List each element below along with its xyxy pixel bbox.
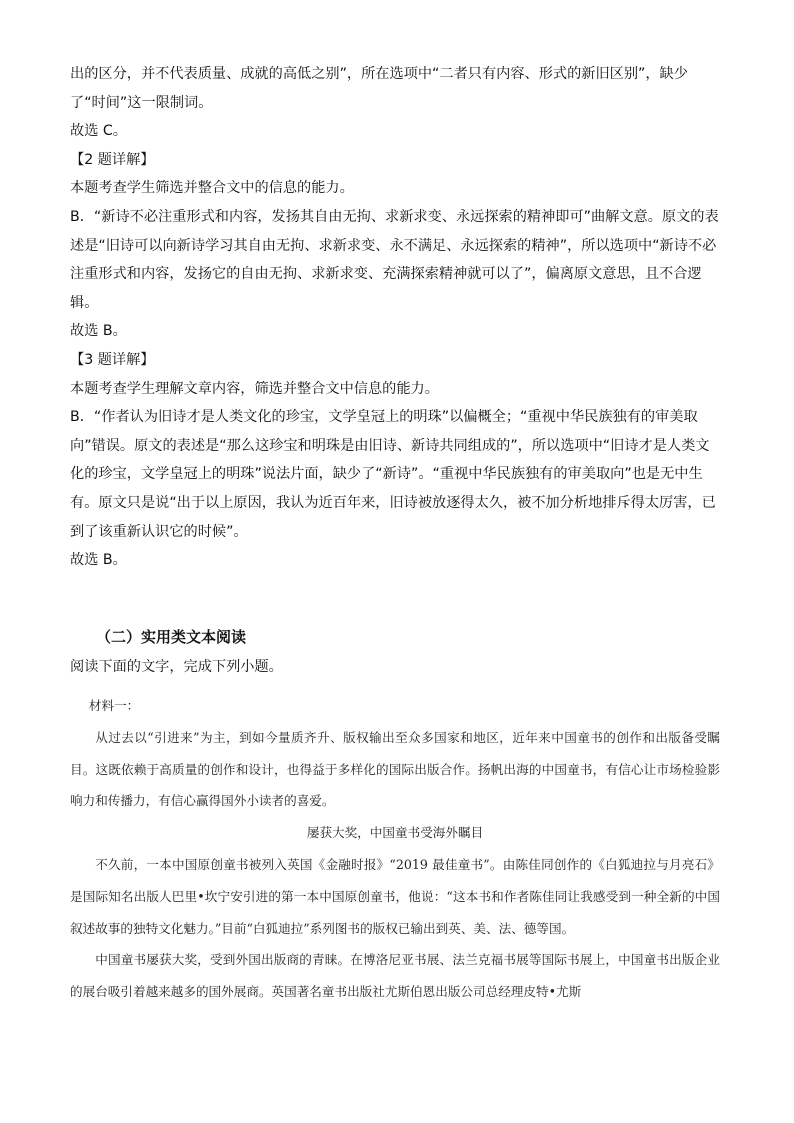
question-heading: 【2 题详解】 (70, 151, 155, 168)
material-paragraph: 中国童书屡获大奖，受到外国出版商的青睐。在博洛尼亚书展、法兰克福书展等国际书展上，中国童书出版企业的展台吸引着越来越多的国外展商。英国著名童书出版社尤斯伯恩出版公司总经理皮特•尤斯 (70, 952, 720, 1000)
section-heading: （二）实用类文本阅读 (96, 628, 247, 646)
question-heading: 【3 题详解】 (70, 351, 155, 368)
material-paragraph: 从过去以“引进来”为主，到如今量质齐升、版权输出至众多国家和地区，近年来中国童书的创作和出版备受瞩目。这既依赖于高质量的创作和设计，也得益于多样化的国际出版合作。扬帆出海的中国童书，有信心让市场检验影响力和传播力，有信心赢得国外小读者的喜爱。 (70, 729, 720, 809)
answer-paragraph: 本题考查学生理解文章内容，筛选并整合文中信息的能力。 (70, 380, 439, 397)
material-text (70, 690, 720, 1008)
answer-paragraph: 本题考查学生筛选并整合文中的信息的能力。 (70, 180, 354, 197)
material-paragraph: 不久前，一本中国原创童书被列入英国《金融时报》“2019 最佳童书”。由陈佳同创作的《白狐迪拉与月亮石》是国际知名出版人巴里•坎宁安引进的第一本中国原创童书，他说：“这本书和作者陈佳同让我感受到一种全新的中国叙述故事的独特文化魅力。”目前“白狐迪拉”系列图书的版权已输出到英、美、法、德等国。 (70, 856, 720, 936)
answer-paragraph: 出的区分，并不代表质量、成就的高低之别”，所在选项中“二者只有内容、形式的新旧区别”，缺少了“时间”这一限制词。 (70, 66, 688, 111)
answer-conclusion: 故选 C。 (70, 123, 127, 140)
answer-conclusion: 故选 B。 (70, 323, 127, 340)
answer-conclusion: 故选 B。 (70, 552, 127, 569)
answer-paragraph: B．“新诗不必注重形式和内容，发扬其自由无拘、求新求变、永远探索的精神即可”曲解文意。原文的表述是“旧诗可以向新诗学习其自由无拘、求新求变、永不满足、永远探索的精神”，所以选项中“新诗不必注重形式和内容，发扬它的自由无拘、求新求变、充满探索精神就可以了”，偏离原文意思，且不合逻辑。 (70, 208, 719, 311)
material-label: 材料一： (88, 698, 140, 713)
reading-instruction: 阅读下面的文字，完成下列小题。 (70, 659, 283, 675)
answer-paragraph: B．“作者认为旧诗才是人类文化的珍宝，文学皇冠上的明珠”以偏概全；“重视中华民族独有的审美取向”错误。原文的表述是“那么这珍宝和明珠是由旧诗、新诗共同组成的”，所以选项中“旧诗才是人类文化的珍宝，文学皇冠上的明珠”说法片面，缺少了“新诗”。“重视中华民族独有的审美取向”也是无中生有。原文只是说“出于以上原因，我认为近百年来，旧诗被放逐得太久，被不加分析地排斥得太厉害，已到了该重新认识它的时候”。 (70, 409, 716, 540)
answer-explanations (70, 60, 720, 575)
material-subheading: 屡获大奖，中国童书受海外瞩目 (306, 825, 484, 841)
